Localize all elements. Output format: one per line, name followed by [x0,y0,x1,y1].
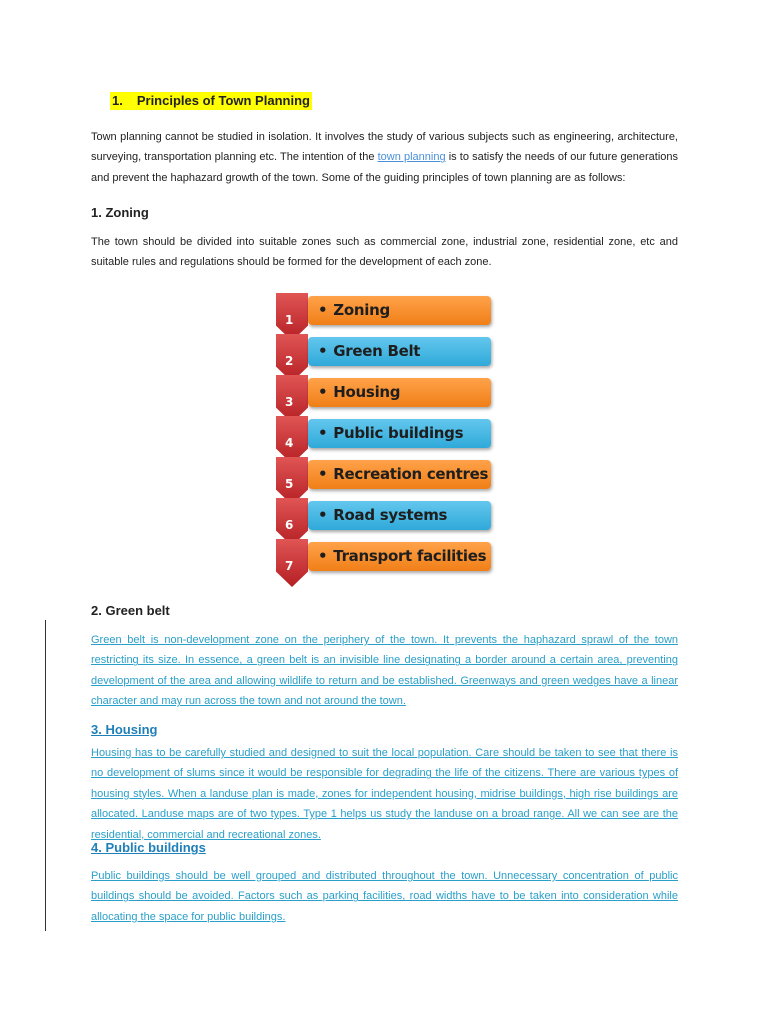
diagram-step [276,539,492,573]
step-number: 4 [285,436,294,450]
diagram-step [276,457,492,491]
step-number: 2 [285,354,294,368]
step-box [308,378,491,407]
step-number: 7 [285,559,294,573]
diagram-step [276,334,492,368]
step-box [308,542,491,571]
step-label: • Zoning [318,301,390,319]
intro-text-2: is to satisfy the needs of our future generations and prevent the haphazard growth of the town. Some of the guiding principles of town planning are as follows: [91,151,678,184]
principles-diagram [276,290,492,590]
step-box [308,337,491,366]
diagram-step [276,416,492,450]
housing-heading[interactable]: 3. Housing [91,722,158,737]
town-planning-link[interactable]: town planning [377,151,446,164]
green-belt-paragraph[interactable]: Green belt is non-development zone on the periphery of the town. It prevents the haphazard sprawl of the town restricting its size. In essence, a green belt is an invisible line designating a border around a certain area, preventing development of the area and allowing wildlife to return and be established. Greenways and green wedges have a linear character and may run across the town and not around the town. [91,634,678,708]
step-number: 3 [285,395,294,409]
public-buildings-paragraph[interactable]: Public buildings should be well grouped and distributed throughout the town. Unnecessary concentration of public buildings should be avoided. Factors such as parking facilities, road widths have to be taken into consideration while allocating the space for public buildings. [91,870,678,923]
step-label: • Green Belt [318,342,420,360]
housing-paragraph[interactable]: Housing has to be carefully studied and designed to suit the local population. Care should be taken to see that there is no development of slums since it would be responsible for degrading the life of the citizens. There are various types of housing styles. When a landuse plan is made, zones for independent housing, midrise buildings, high rise buildings are allocated. Landuse maps are of two types. Type 1 helps us study the landuse on a broad range. All we can see are the residential, commercial and recreational zones. [91,747,678,841]
zoning-paragraph: The town should be divided into suitable zones such as commercial zone, industrial zone, residential zone, etc and suitable rules and regulations should be formed for the development of each zone. [91,236,678,269]
step-box [308,460,491,489]
margin-bar [45,620,46,931]
public-buildings-heading[interactable]: 4. Public buildings [91,840,206,855]
step-box [308,501,491,530]
section-number: 1. [112,93,123,108]
step-label: • Housing [318,383,400,401]
step-label: • Recreation centres [318,465,488,483]
section-heading [110,92,312,110]
zoning-heading: 1. Zoning [91,205,149,220]
green-belt-heading: 2. Green belt [91,603,170,618]
step-box [308,419,491,448]
diagram-step [276,498,492,532]
diagram-step [276,375,492,409]
step-label: • Public buildings [318,424,463,442]
step-box [308,296,491,325]
step-number: 6 [285,518,294,532]
step-number: 1 [285,313,294,327]
intro-paragraph [91,127,678,188]
intro-text-1: Town planning cannot be studied in isolation. It involves the study of various subjects such as engineering, architecture, surveying, transportation planning etc. The intention of the [91,131,678,164]
step-number: 5 [285,477,294,491]
step-label: • Transport facilities [318,547,486,565]
diagram-step [276,293,492,327]
step-label: • Road systems [318,506,447,524]
section-title: Principles of Town Planning [136,93,310,108]
